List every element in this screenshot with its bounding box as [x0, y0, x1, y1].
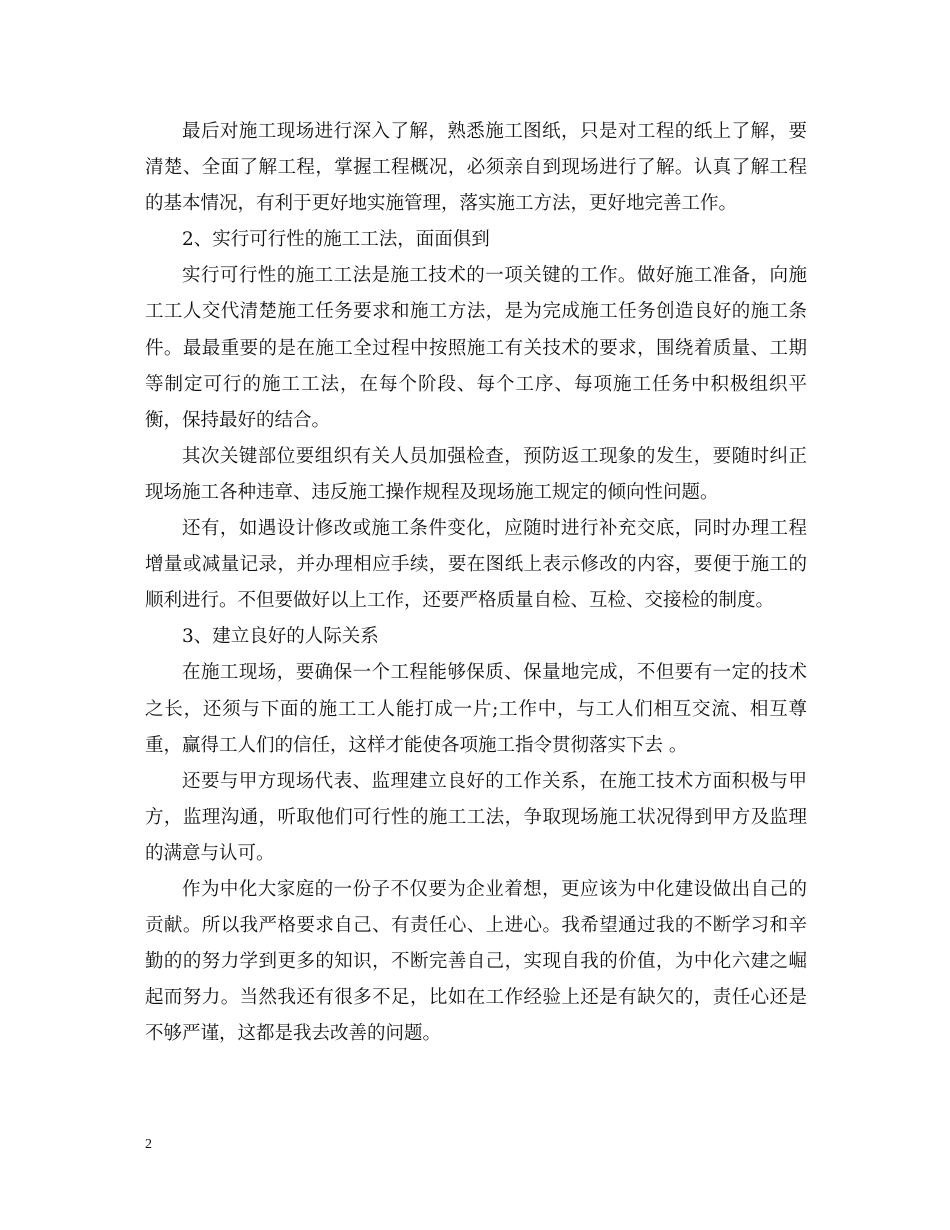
- paragraph-workers-relationship: 在施工现场，要确保一个工程能够保质、保量地完成，不但要有一定的技术之长，还须与下面的施工工人能打成一片;工作中，与工人们相互交流、相互尊重，赢得工人们的信任，这样才能使各项施工指令贯彻落实下去 。: [145, 662, 807, 756]
- document-body: [145, 114, 807, 1052]
- section-heading-feasible-methods: 2、实行可行性的施工工法，面面俱到: [182, 229, 490, 251]
- paragraph-personal-commitment: 作为中化大家庭的一份子不仅要为企业着想，更应该为中化建设做出自己的贡献。所以我严格要求自己、有责任心、上进心。我希望通过我的不断学习和辛勤的的努力学到更多的知识，不断完善自己，实现自我的价值，为中化六建之崛起而努力。当然我还有很多不足，比如在工作经验上还是有缺欠的，责任心还是不够严谨，这都是我去改善的问题。: [145, 878, 807, 1045]
- paragraph-client-supervisor-relationship: 还要与甲方现场代表、监理建立良好的工作关系，在施工技术方面积极与甲方，监理沟通，听取他们可行性的施工工法，争取现场施工状况得到甲方及监理的满意与认可。: [145, 770, 807, 864]
- page-number: 2: [145, 1137, 152, 1152]
- paragraph-site-understanding: 最后对施工现场进行深入了解，熟悉施工图纸，只是对工程的纸上了解，要清楚、全面了解工程，掌握工程概况，必须亲自到现场进行了解。认真了解工程的基本情况，有利于更好地实施管理，落实施工方法，更好地完善工作。: [145, 121, 807, 215]
- paragraph-design-changes: 还有，如遇设计修改或施工条件变化，应随时进行补充交底，同时办理工程增量或减量记录，并办理相应手续，要在图纸上表示修改的内容，要便于施工的顺利进行。不但要做好以上工作，还要严格质量自检、互检、交接检的制度。: [145, 518, 807, 612]
- section-heading-relationships: 3、建立良好的人际关系: [182, 626, 379, 648]
- paragraph-key-inspection: 其次关键部位要组织有关人员加强检查，预防返工现象的发生，要随时纠正现场施工各种违章、违反施工操作规程及现场施工规定的倾向性问题。: [145, 445, 807, 503]
- paragraph-feasible-methods: 实行可行性的施工工法是施工技术的一项关键的工作。做好施工准备，向施工工人交代清楚施工任务要求和施工方法，是为完成施工任务创造良好的施工条件。最最重要的是在施工全过程中按照施工有关技术的要求，围绕着质量、工期等制定可行的施工工法，在每个阶段、每个工序、每项施工任务中积极组织平衡，保持最好的结合。: [145, 265, 807, 431]
